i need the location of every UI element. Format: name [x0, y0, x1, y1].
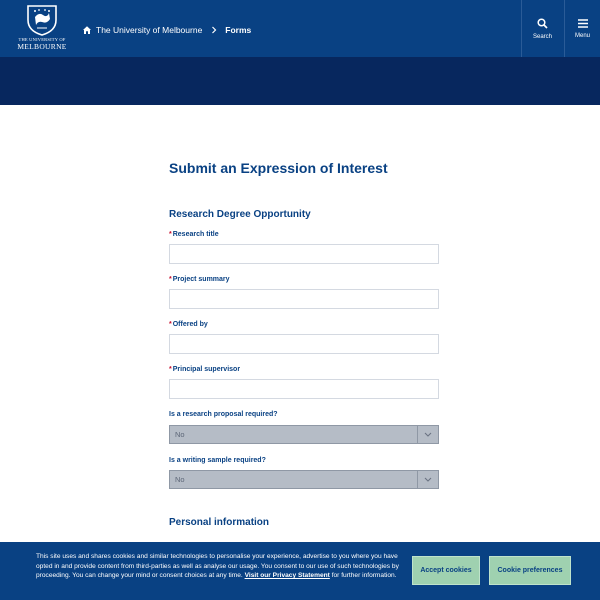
menu-label: Menu — [574, 32, 590, 39]
university-logo[interactable] — [14, 4, 70, 54]
research-proposal-value: No — [175, 430, 185, 439]
writing-sample-select[interactable] — [169, 470, 439, 489]
required-marker: * — [169, 231, 172, 238]
logo-text-line2: MELBOURNE — [17, 42, 67, 51]
chevron-right-icon — [211, 26, 217, 34]
offered-by-label-text: Offered by — [172, 321, 208, 328]
cookie-message — [36, 552, 404, 581]
research-title-label — [169, 231, 219, 238]
required-marker: * — [169, 276, 172, 283]
search-icon — [537, 18, 548, 29]
cookie-message-end: for further information. — [331, 572, 397, 580]
chevron-down-icon — [417, 471, 438, 488]
university-crest-icon — [25, 4, 59, 36]
writing-sample-value: No — [175, 475, 185, 484]
privacy-statement-link[interactable]: Visit our Privacy Statement — [244, 572, 330, 580]
offered-by-label — [169, 321, 208, 328]
research-proposal-select[interactable] — [169, 425, 439, 444]
accept-cookies-button[interactable]: Accept cookies — [412, 556, 480, 585]
menu-icon — [578, 19, 588, 28]
logo-text-line1: THE UNIVERSITY OF — [18, 37, 66, 42]
writing-sample-label: Is a writing sample required? — [169, 457, 266, 464]
cookie-preferences-button[interactable]: Cookie preferences — [489, 556, 571, 585]
offered-by-input[interactable] — [169, 334, 439, 354]
section-title-research-degree: Research Degree Opportunity — [169, 209, 311, 220]
principal-supervisor-label — [169, 366, 240, 373]
section-title-personal-information: Personal information — [169, 517, 270, 528]
required-marker: * — [169, 366, 172, 373]
required-marker: * — [169, 321, 172, 328]
principal-supervisor-label-text: Principal supervisor — [172, 366, 241, 373]
principal-supervisor-input[interactable] — [169, 379, 439, 399]
research-title-input[interactable] — [169, 244, 439, 264]
search-label: Search — [532, 33, 552, 40]
breadcrumb-home-link[interactable]: The University of Melbourne — [96, 25, 203, 35]
home-icon — [82, 25, 92, 35]
site-header — [0, 0, 600, 57]
menu-button[interactable] — [564, 0, 600, 57]
cookie-message-text: This site uses and shares cookies and similar technologies to personalise your experience, advertise to you where you have opted in and provide content from third-parties as well as analyse our usage. You consent to our use of such technologies by proceeding. You can change your mind or consent choices at any time. — [36, 553, 399, 580]
search-button[interactable] — [521, 0, 563, 57]
project-summary-label-text: Project summary — [172, 276, 230, 283]
chevron-down-icon — [417, 426, 438, 443]
page-title: Submit an Expression of Interest — [169, 160, 388, 176]
research-title-label-text: Research title — [172, 231, 219, 238]
project-summary-input[interactable] — [169, 289, 439, 309]
breadcrumb-current: Forms — [225, 25, 252, 35]
cookie-consent-bar — [0, 542, 600, 600]
project-summary-label — [169, 276, 230, 283]
research-proposal-label: Is a research proposal required? — [169, 411, 278, 418]
breadcrumb — [82, 23, 251, 37]
page-banner — [0, 57, 600, 105]
